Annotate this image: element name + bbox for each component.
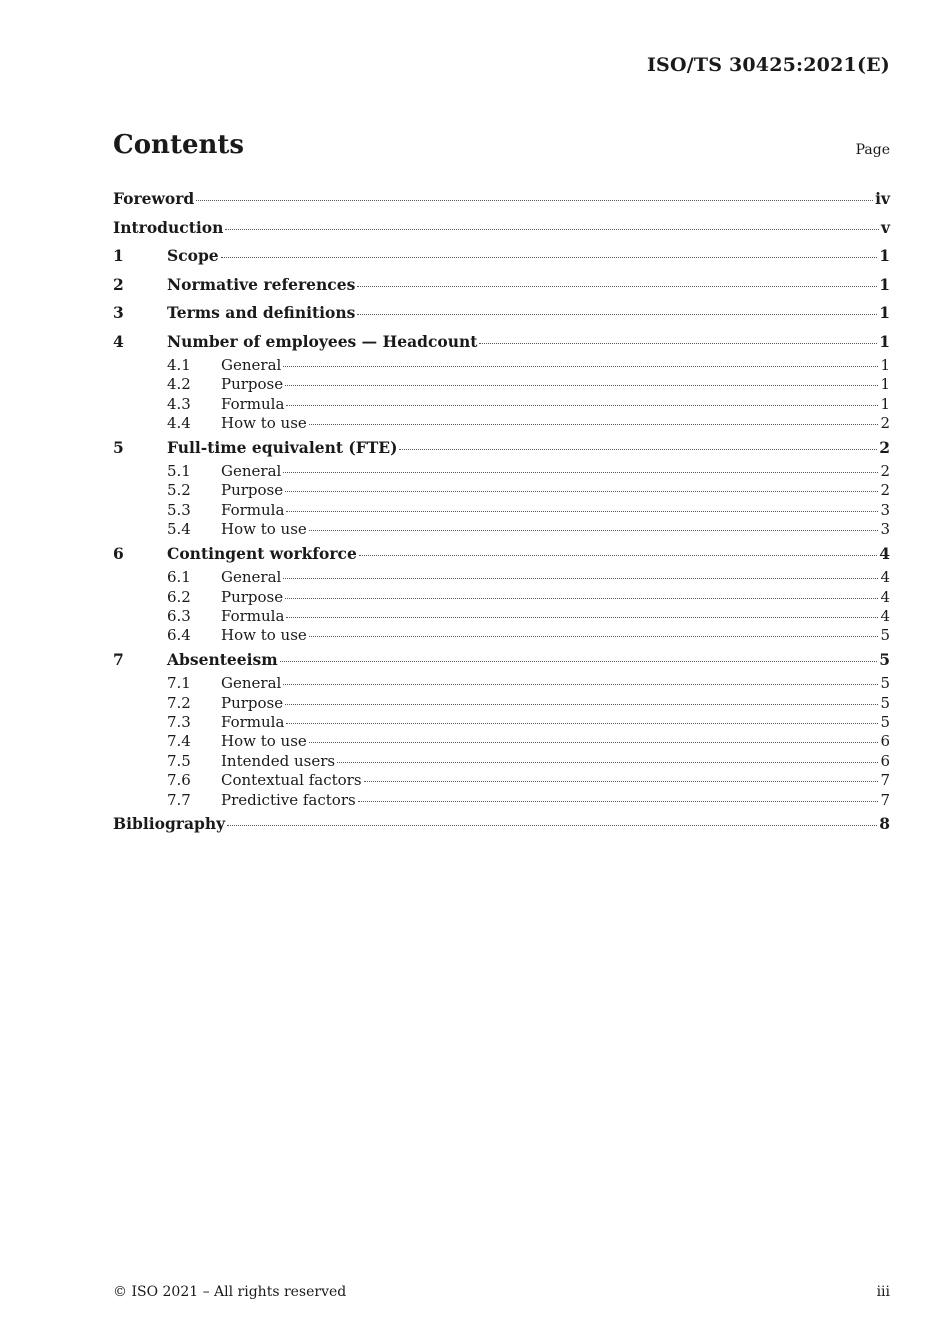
toc-dot-leader bbox=[337, 761, 878, 763]
document-identifier: ISO/TS 30425:2021(E) bbox=[646, 54, 890, 76]
toc-entry-number: 5.1 bbox=[167, 462, 191, 481]
toc-entry-title: Contextual factors bbox=[221, 771, 362, 790]
toc-dot-leader bbox=[221, 256, 878, 258]
toc-dot-leader bbox=[357, 313, 877, 315]
toc-entry-title: Intended users bbox=[221, 751, 336, 770]
toc-entry-number: 6.3 bbox=[167, 606, 191, 625]
toc-entry-number: 4.2 bbox=[167, 375, 191, 394]
toc-entry-title: How to use bbox=[221, 520, 307, 539]
toc-entry-page: 4 bbox=[880, 587, 890, 606]
toc-entry-page: 2 bbox=[880, 414, 890, 433]
toc-entry-page: 1 bbox=[880, 394, 890, 413]
toc-entry-title: General bbox=[221, 356, 282, 374]
toc-entry-number: 6.4 bbox=[167, 626, 191, 645]
toc-entry-number: 4.4 bbox=[167, 414, 191, 433]
toc-entry-page: v bbox=[880, 217, 890, 237]
toc-entry-page: 2 bbox=[879, 437, 890, 457]
toc-dot-leader bbox=[285, 384, 878, 386]
footer-copyright: © ISO 2021 – All rights reserved bbox=[113, 1284, 347, 1300]
toc-entry-page: 5 bbox=[880, 674, 890, 693]
toc-entry-number: 5.2 bbox=[167, 481, 191, 500]
toc-dot-leader bbox=[283, 471, 878, 473]
toc-entry-number: 7.4 bbox=[167, 732, 191, 751]
toc-entry-title: General bbox=[221, 568, 282, 587]
toc-entry-page: 2 bbox=[880, 481, 890, 500]
toc-entry-page: 6 bbox=[880, 732, 890, 751]
toc-entry-number: 7.2 bbox=[167, 693, 191, 712]
toc-entry-title: Absenteeism bbox=[167, 649, 278, 669]
toc-subentry[interactable] bbox=[113, 356, 890, 375]
toc-dot-leader bbox=[286, 404, 878, 406]
toc-subentry[interactable] bbox=[113, 568, 890, 587]
toc-entry[interactable] bbox=[113, 328, 890, 357]
toc-entry-page: 4 bbox=[880, 568, 890, 587]
toc-entry[interactable] bbox=[113, 185, 890, 214]
contents-title: Contents bbox=[113, 130, 245, 160]
toc-entry-page: 5 bbox=[880, 693, 890, 712]
toc-dot-leader bbox=[285, 597, 878, 599]
toc-subentry[interactable] bbox=[113, 713, 890, 732]
toc-entry-page: 1 bbox=[880, 375, 890, 394]
toc-dot-leader bbox=[225, 228, 879, 230]
toc-entry-page: 3 bbox=[880, 500, 890, 519]
toc-dot-leader bbox=[309, 635, 879, 637]
toc-subentry[interactable] bbox=[113, 791, 890, 810]
toc-dot-leader bbox=[283, 365, 878, 367]
toc-entry-title: Terms and definitions bbox=[167, 303, 356, 322]
toc-dot-leader bbox=[280, 660, 878, 662]
toc-entry-page: 7 bbox=[880, 771, 890, 790]
toc-entry-title: Scope bbox=[167, 246, 219, 265]
toc-subentry[interactable] bbox=[113, 752, 890, 771]
toc-subentry[interactable] bbox=[113, 588, 890, 607]
toc-entry-page: 1 bbox=[879, 331, 890, 351]
toc-dot-leader bbox=[286, 510, 878, 512]
toc-entry-title: Purpose bbox=[221, 587, 284, 606]
toc-dot-leader bbox=[309, 529, 879, 531]
toc-entry-number: 2 bbox=[113, 274, 124, 294]
toc-subentry[interactable] bbox=[113, 674, 890, 693]
toc-subentry[interactable] bbox=[113, 414, 890, 433]
toc-dot-leader bbox=[227, 824, 877, 826]
toc-entry-title: Purpose bbox=[221, 375, 284, 394]
toc-entry-page: 6 bbox=[880, 751, 890, 770]
toc-subentry[interactable] bbox=[113, 694, 890, 713]
toc-entry-page: 5 bbox=[880, 626, 890, 645]
page-column-label: Page bbox=[855, 142, 890, 158]
toc-entry-page: 5 bbox=[879, 649, 890, 669]
toc-entry[interactable] bbox=[113, 434, 890, 463]
toc-dot-leader bbox=[285, 703, 878, 705]
toc-dot-leader bbox=[399, 448, 877, 450]
toc-entry-page: 1 bbox=[879, 246, 890, 265]
toc-entry-number: 7.6 bbox=[167, 771, 191, 790]
toc-subentry[interactable] bbox=[113, 375, 890, 394]
toc-entry-page: 7 bbox=[880, 790, 890, 809]
toc-entry-page: 8 bbox=[879, 813, 890, 833]
toc-dot-leader bbox=[285, 490, 878, 492]
toc-dot-leader bbox=[196, 199, 873, 201]
toc-entry-number: 5.4 bbox=[167, 520, 191, 539]
table-of-contents bbox=[113, 185, 890, 838]
toc-entry-page: 1 bbox=[880, 356, 890, 374]
toc-dot-leader bbox=[286, 616, 878, 618]
toc-entry-title: How to use bbox=[221, 626, 307, 645]
toc-entry[interactable] bbox=[113, 242, 890, 271]
toc-entry-number: 4 bbox=[113, 331, 124, 351]
toc-entry-number: 5 bbox=[113, 437, 124, 457]
toc-entry-page: 2 bbox=[880, 462, 890, 481]
toc-entry-title: Formula bbox=[221, 500, 285, 519]
toc-entry-number: 6 bbox=[113, 543, 124, 563]
toc-dot-leader bbox=[357, 285, 877, 287]
toc-entry-title: Formula bbox=[221, 606, 285, 625]
toc-entry-number: 7.5 bbox=[167, 751, 191, 770]
toc-entry-page: iv bbox=[875, 189, 890, 208]
footer-page-number: iii bbox=[876, 1284, 890, 1300]
toc-entry-page: 5 bbox=[880, 712, 890, 731]
toc-entry-number: 6.1 bbox=[167, 568, 191, 587]
toc-entry-page: 3 bbox=[880, 520, 890, 539]
toc-subentry[interactable] bbox=[113, 462, 890, 481]
toc-entry-page: 1 bbox=[879, 303, 890, 322]
toc-entry-number: 4.1 bbox=[167, 356, 191, 374]
toc-subentry[interactable] bbox=[113, 481, 890, 500]
toc-entry-title: Normative references bbox=[167, 274, 356, 294]
toc-entry[interactable] bbox=[113, 214, 890, 243]
toc-entry-page: 4 bbox=[880, 606, 890, 625]
toc-entry-number: 3 bbox=[113, 303, 124, 322]
toc-entry[interactable] bbox=[113, 646, 890, 675]
toc-entry-title: Purpose bbox=[221, 481, 284, 500]
toc-subentry[interactable] bbox=[113, 626, 890, 645]
toc-entry-title: How to use bbox=[221, 414, 307, 433]
toc-entry[interactable] bbox=[113, 271, 890, 300]
toc-entry-title: Formula bbox=[221, 712, 285, 731]
toc-subentry[interactable] bbox=[113, 520, 890, 539]
toc-entry-page: 1 bbox=[879, 274, 890, 294]
toc-dot-leader bbox=[286, 722, 878, 724]
toc-entry-title: Formula bbox=[221, 394, 285, 413]
toc-dot-leader bbox=[283, 683, 878, 685]
toc-entry-number: 4.3 bbox=[167, 394, 191, 413]
toc-entry-number: 1 bbox=[113, 246, 124, 265]
toc-subentry[interactable] bbox=[113, 395, 890, 414]
toc-entry-title: Purpose bbox=[221, 693, 284, 712]
toc-dot-leader bbox=[364, 780, 879, 782]
toc-entry-title: Predictive factors bbox=[221, 790, 356, 809]
toc-dot-leader bbox=[358, 800, 879, 802]
toc-entry-number: 6.2 bbox=[167, 587, 191, 606]
toc-dot-leader bbox=[309, 741, 879, 743]
toc-dot-leader bbox=[283, 577, 878, 579]
toc-subentry[interactable] bbox=[113, 732, 890, 751]
toc-entry-number: 7 bbox=[113, 649, 124, 669]
toc-entry-page: 4 bbox=[879, 543, 890, 563]
toc-subentry[interactable] bbox=[113, 501, 890, 520]
toc-entry-number: 7.1 bbox=[167, 674, 191, 693]
toc-entry-title: Introduction bbox=[113, 217, 224, 237]
toc-entry-title: Foreword bbox=[113, 189, 195, 208]
toc-entry-title: Number of employees — Headcount bbox=[167, 331, 478, 351]
toc-subentry[interactable] bbox=[113, 607, 890, 626]
toc-entry[interactable] bbox=[113, 810, 890, 839]
toc-entry-number: 7.3 bbox=[167, 712, 191, 731]
toc-entry-title: Contingent workforce bbox=[167, 543, 357, 563]
toc-entry-title: Bibliography bbox=[113, 813, 226, 833]
toc-entry-title: Full-time equivalent (FTE) bbox=[167, 437, 398, 457]
toc-entry-title: General bbox=[221, 674, 282, 693]
toc-subentry[interactable] bbox=[113, 771, 890, 790]
toc-dot-leader bbox=[479, 342, 877, 344]
toc-entry[interactable] bbox=[113, 540, 890, 569]
toc-entry-number: 7.7 bbox=[167, 790, 191, 809]
toc-entry[interactable] bbox=[113, 299, 890, 328]
toc-dot-leader bbox=[359, 554, 877, 556]
toc-dot-leader bbox=[309, 423, 879, 425]
toc-entry-title: General bbox=[221, 462, 282, 481]
toc-entry-title: How to use bbox=[221, 732, 307, 751]
toc-entry-number: 5.3 bbox=[167, 500, 191, 519]
